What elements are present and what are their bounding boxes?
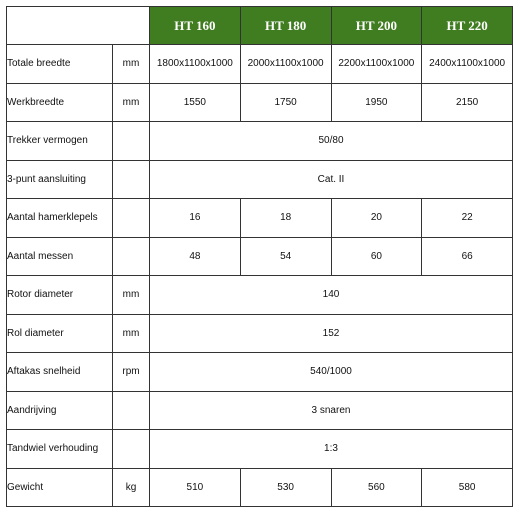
value-cell-merged: 3 snaren <box>150 391 513 430</box>
value-cell: 20 <box>331 199 422 238</box>
model-header-ht200: HT 200 <box>331 7 422 45</box>
value-cell: 16 <box>150 199 241 238</box>
row-label: Tandwiel verhouding <box>7 430 113 469</box>
spec-table <box>6 6 513 507</box>
model-header-ht160: HT 160 <box>150 7 241 45</box>
value-cell-merged: 50/80 <box>150 122 513 161</box>
row-label: 3-punt aansluiting <box>7 160 113 199</box>
value-cell: 560 <box>331 468 422 507</box>
table-row <box>7 468 513 507</box>
value-cell: 580 <box>422 468 513 507</box>
value-cell: 22 <box>422 199 513 238</box>
row-label: Aandrijving <box>7 391 113 430</box>
value-cell: 2400x1100x1000 <box>422 45 513 84</box>
value-cell: 18 <box>240 199 331 238</box>
value-cell: 1800x1100x1000 <box>150 45 241 84</box>
row-unit <box>113 160 150 199</box>
value-cell: 1750 <box>240 83 331 122</box>
row-unit: mm <box>113 276 150 315</box>
row-label: Rotor diameter <box>7 276 113 315</box>
row-unit: mm <box>113 45 150 84</box>
value-cell: 530 <box>240 468 331 507</box>
table-row <box>7 314 513 353</box>
table-row <box>7 276 513 315</box>
value-cell-merged: 152 <box>150 314 513 353</box>
table-row <box>7 430 513 469</box>
row-label: Werkbreedte <box>7 83 113 122</box>
row-unit <box>113 391 150 430</box>
table-row <box>7 83 513 122</box>
table-row <box>7 353 513 392</box>
value-cell: 48 <box>150 237 241 276</box>
value-cell-merged: 140 <box>150 276 513 315</box>
row-unit <box>113 237 150 276</box>
row-unit: kg <box>113 468 150 507</box>
value-cell-merged: Cat. II <box>150 160 513 199</box>
table-row <box>7 45 513 84</box>
row-unit <box>113 430 150 469</box>
table-row <box>7 391 513 430</box>
header-blank-cell <box>7 7 150 45</box>
value-cell: 2000x1100x1000 <box>240 45 331 84</box>
table-row <box>7 199 513 238</box>
value-cell-merged: 1:3 <box>150 430 513 469</box>
value-cell: 60 <box>331 237 422 276</box>
row-unit: mm <box>113 83 150 122</box>
row-label: Rol diameter <box>7 314 113 353</box>
row-label: Totale breedte <box>7 45 113 84</box>
value-cell: 2200x1100x1000 <box>331 45 422 84</box>
value-cell: 2150 <box>422 83 513 122</box>
row-label: Aantal hamerklepels <box>7 199 113 238</box>
row-unit: rpm <box>113 353 150 392</box>
row-label: Aantal messen <box>7 237 113 276</box>
value-cell: 1950 <box>331 83 422 122</box>
table-row <box>7 160 513 199</box>
row-unit: mm <box>113 314 150 353</box>
model-header-ht220: HT 220 <box>422 7 513 45</box>
row-label: Aftakas snelheid <box>7 353 113 392</box>
table-row <box>7 122 513 161</box>
row-label: Gewicht <box>7 468 113 507</box>
value-cell-merged: 540/1000 <box>150 353 513 392</box>
value-cell: 54 <box>240 237 331 276</box>
value-cell: 66 <box>422 237 513 276</box>
table-row <box>7 237 513 276</box>
model-header-ht180: HT 180 <box>240 7 331 45</box>
row-unit <box>113 199 150 238</box>
row-label: Trekker vermogen <box>7 122 113 161</box>
value-cell: 1550 <box>150 83 241 122</box>
value-cell: 510 <box>150 468 241 507</box>
header-row <box>7 7 513 45</box>
row-unit <box>113 122 150 161</box>
